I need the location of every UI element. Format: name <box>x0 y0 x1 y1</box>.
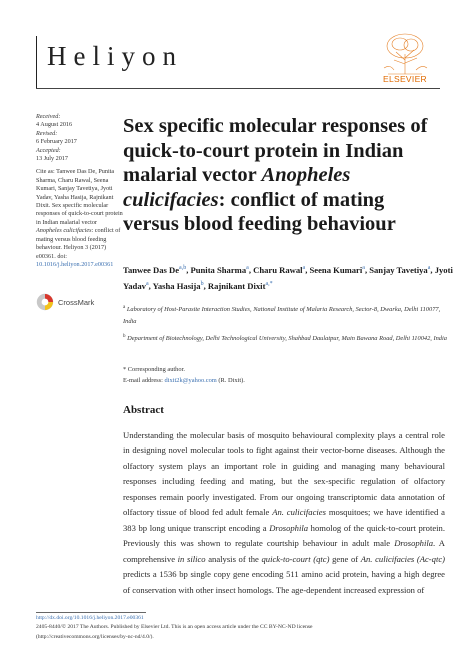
abstract-body: Understanding the molecular basis of mosquito behavioural complexity plays a central role in designing novel molecular tools to fight against their vector-borne diseases. Although the olfactory system plays an important role in guiding and managing many behavioural responses including feeding and mating, but the sex-specific regulation of olfactory responses remain poorly investigated. From our ongoing transcriptomic data annotation of olfactory tissue of blood fed adult female An. culicifacies mosquitoes; we have identified a 383 bp long unique transcript encoding a Drosophila homolog of the quick-to-court protein. Previously this was shown to regulate courtship behaviour in adult male Drosophila. A comprehensive in silico analysis of the quick-to-court (qtc) gene of An. culicifacies (Ac-qtc) predicts a 1536 bp single copy gene encoding 511 amino acid protein, having a high degree of conservation with other insect homologs. The age-dependent increased expression of <box>123 430 446 595</box>
author-name: Punita Sharma <box>190 264 247 275</box>
article-history-sidebar <box>36 113 124 269</box>
footer-rule <box>36 612 146 613</box>
author-name: Tanwee Das De <box>123 264 180 275</box>
author-name: Sanjay Tavetiya <box>369 264 428 275</box>
citation-doi-link[interactable]: 10.1016/j.heliyon.2017.e00361 <box>36 260 114 268</box>
title-species: Anopheles culicifacies <box>123 164 351 211</box>
author-separator: , <box>186 264 191 275</box>
received-label: Received: <box>36 113 61 120</box>
revised-label: Revised: <box>36 129 58 137</box>
elsevier-tree-logo <box>370 30 440 80</box>
author-separator: , <box>364 264 370 275</box>
title-part-2: : conflict of mating versus blood feeding behaviour <box>123 188 396 236</box>
abstract-heading: Abstract <box>123 404 164 416</box>
citation-lead: Cite as: Tanwee Das De, Punita Sharma, Charu Rawal, Seena Kumari, Sanjay Tavetiya, Jyoti Yadav, Yasha Hasija, Rajnikant Dixit. Sex specific molecular responses of quick-to-court protein in Indian malarial vector <box>36 168 123 226</box>
citation-tail: : conflict of mating versus blood feeding behaviour. Heliyon 3 (2017) e00361. <box>36 227 121 260</box>
accepted-label: Accepted: <box>36 146 61 154</box>
author-separator: , <box>305 264 310 275</box>
author-name: Rajnikant Dixit <box>207 281 266 292</box>
header-rule <box>36 88 440 89</box>
accepted-date: 13 July 2017 <box>36 155 68 163</box>
author-affiliation-mark[interactable]: a,b <box>179 265 187 271</box>
email-tail: (R. Dixit). <box>218 377 245 384</box>
author-separator: , <box>148 281 153 292</box>
author-affiliation-mark[interactable]: a <box>145 281 149 288</box>
crossmark-button[interactable] <box>36 293 94 311</box>
corresponding-note: * Corresponding author. <box>123 366 185 373</box>
author-affiliation-mark[interactable]: b <box>200 281 204 288</box>
footer-license-url[interactable]: (http://creativecommons.org/licenses/by-nc-nd/4.0/). <box>36 633 154 640</box>
author-name: Charu Rawal <box>253 264 303 275</box>
affiliation-a-mark: a <box>123 305 126 310</box>
author-name: Seena Kumari <box>309 264 363 275</box>
affiliation-a <box>123 302 448 327</box>
revised-date: 6 February 2017 <box>36 138 77 146</box>
author-separator: , <box>430 264 435 275</box>
author-name: Yasha Hasija <box>152 281 201 292</box>
journal-brand-bar <box>36 36 37 88</box>
corresponding-author <box>123 364 448 386</box>
affiliation-b <box>123 331 448 345</box>
page-footer <box>36 614 446 642</box>
footer-license: 2405-8440/© 2017 The Authors. Published by Elsevier Ltd. This is an open access article under the CC BY-NC-ND license <box>36 624 313 631</box>
author-affiliation-mark[interactable]: a,* <box>265 281 273 288</box>
email-link[interactable]: dixit2k@yahoo.com <box>164 377 217 384</box>
author-separator: , <box>248 264 254 275</box>
author-affiliation-mark[interactable]: a <box>427 265 431 271</box>
citation-block <box>36 168 124 269</box>
article-title <box>123 114 443 237</box>
publisher-name: ELSEVIER <box>383 74 427 84</box>
author-affiliation-mark[interactable]: a <box>246 265 249 271</box>
citation-doi-label: doi: <box>57 252 67 260</box>
author-name: Jyoti Yadav <box>123 264 453 292</box>
affiliation-a-text: Laboratory of Host-Parasite Interaction Studies, National Institute of Malaria Research, Sector-8, Dwarka, Delhi 110077, India <box>123 306 441 325</box>
author-separator: , <box>203 281 208 292</box>
title-part-1: Sex specific molecular responses of quick-to-court protein in Indian malarial vector <box>123 115 428 187</box>
author-affiliation-mark[interactable]: a <box>302 265 306 271</box>
received-date: 4 August 2016 <box>36 121 73 129</box>
journal-name: Heliyon <box>47 41 183 71</box>
author-list <box>123 261 453 294</box>
crossmark-icon <box>36 293 54 311</box>
email-label: E-mail address: <box>123 377 163 384</box>
author-affiliation-mark[interactable]: a <box>362 265 365 271</box>
affiliation-b-text: Department of Biotechnology, Delhi Technological University, Shahbad Daulatpur, Main Bawana Road, Delhi 110042, India <box>127 335 447 343</box>
affiliation-b-mark: b <box>123 334 126 339</box>
footer-doi-link[interactable]: http://dx.doi.org/10.1016/j.heliyon.2017.e00361 <box>36 615 144 621</box>
crossmark-label: CrossMark <box>58 297 95 307</box>
citation-species: Anopheles culicifacies <box>36 227 92 235</box>
